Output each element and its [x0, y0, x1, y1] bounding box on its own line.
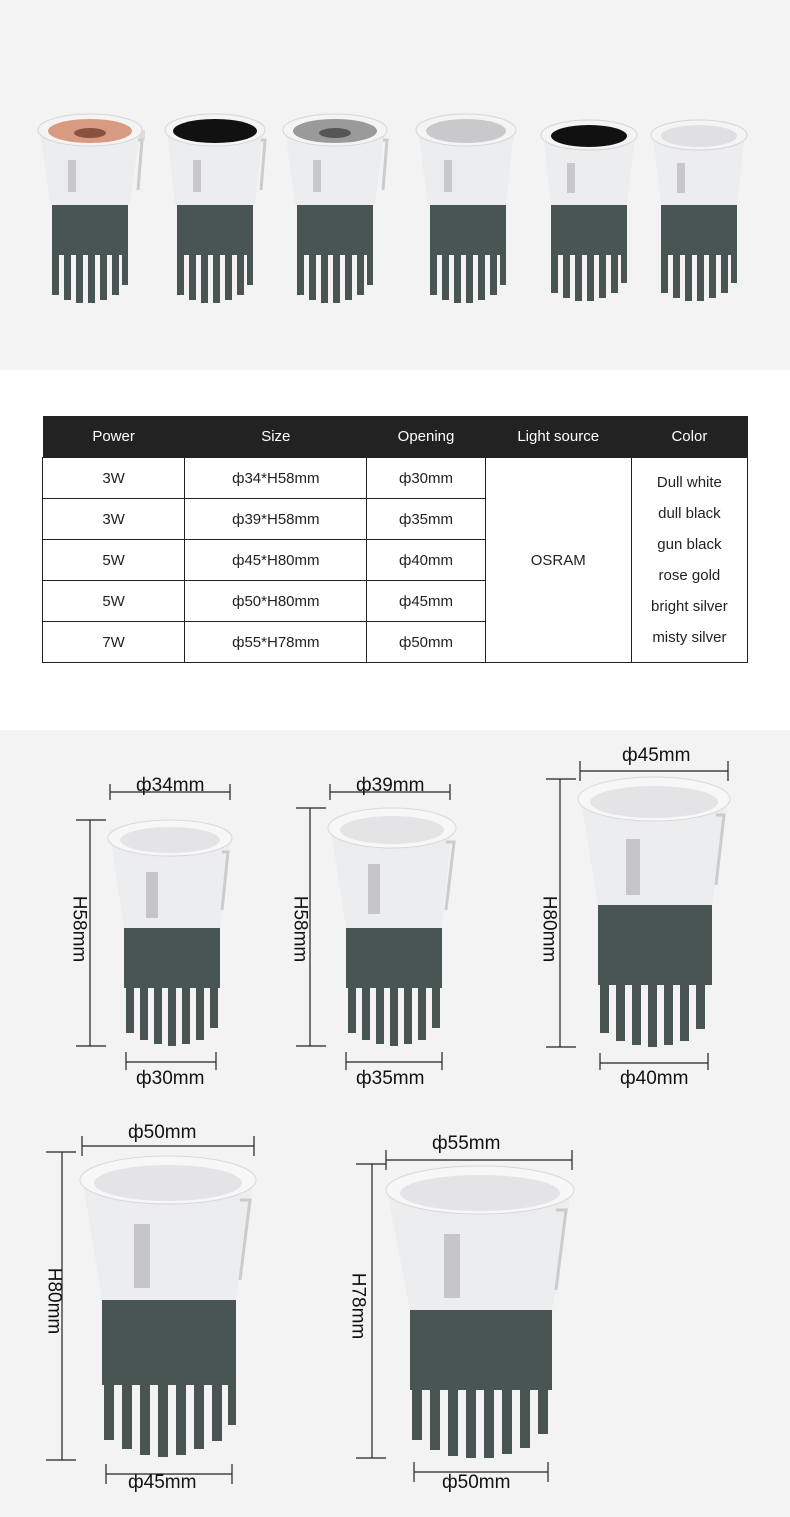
dim-top-1: ф34mm — [136, 775, 205, 796]
dimension-lamp-2 — [290, 780, 470, 1070]
cell-light-source: OSRAM — [485, 458, 631, 663]
color-item: misty silver — [652, 629, 727, 646]
dimension-lamp-3 — [540, 755, 740, 1070]
dim-top-2: ф39mm — [356, 775, 425, 796]
header-size: Size — [185, 416, 367, 458]
cell-power: 3W — [43, 499, 185, 540]
header-power: Power — [43, 416, 185, 458]
dimension-lamp-4 — [40, 1130, 270, 1485]
dim-height-4: H80mm — [43, 1267, 65, 1335]
header-light-source: Light source — [485, 416, 631, 458]
color-item: gun black — [657, 536, 722, 553]
cell-opening: ф45mm — [367, 581, 485, 622]
cell-opening: ф40mm — [367, 540, 485, 581]
header-opening: Opening — [367, 416, 485, 458]
dimension-lamp-1 — [70, 780, 250, 1070]
cell-size: ф50*H80mm — [185, 581, 367, 622]
dim-top-5: ф55mm — [432, 1133, 501, 1154]
header-color: Color — [631, 416, 747, 458]
dim-bottom-2: ф35mm — [356, 1068, 425, 1089]
lamp-black — [535, 115, 645, 305]
dim-height-1: H58mm — [68, 895, 90, 963]
cell-size: ф39*H58mm — [185, 499, 367, 540]
lamp-bright-silver — [410, 110, 525, 305]
color-item: bright silver — [651, 598, 728, 615]
color-item: rose gold — [658, 567, 721, 584]
cell-power: 7W — [43, 622, 185, 663]
spec-table — [42, 416, 748, 663]
cell-size: ф45*H80mm — [185, 540, 367, 581]
cell-size: ф55*H78mm — [185, 622, 367, 663]
dim-top-4: ф50mm — [128, 1122, 197, 1143]
lamp-rose-gold — [30, 110, 150, 305]
cell-size: ф34*H58mm — [185, 458, 367, 499]
dim-bottom-1: ф30mm — [136, 1068, 205, 1089]
cell-power: 5W — [43, 540, 185, 581]
table-header-row — [43, 416, 748, 458]
dim-bottom-3: ф40mm — [620, 1068, 689, 1089]
dim-height-5: H78mm — [347, 1272, 369, 1340]
dim-bottom-4: ф45mm — [128, 1472, 197, 1493]
color-item: dull black — [658, 505, 721, 522]
cell-colors — [631, 458, 747, 663]
cell-opening: ф30mm — [367, 458, 485, 499]
cell-power: 3W — [43, 458, 185, 499]
cell-opening: ф35mm — [367, 499, 485, 540]
dim-top-3: ф45mm — [622, 745, 691, 766]
lamp-gun-black — [275, 110, 395, 305]
lamp-dull-black — [155, 110, 275, 305]
dimension-lamp-5 — [350, 1140, 590, 1485]
color-item: Dull white — [656, 474, 722, 491]
table-row — [43, 458, 748, 499]
cell-power: 5W — [43, 581, 185, 622]
dim-height-2: H58mm — [289, 895, 311, 963]
cell-opening: ф50mm — [367, 622, 485, 663]
dim-bottom-5: ф50mm — [442, 1472, 511, 1493]
dim-height-3: H80mm — [538, 895, 560, 963]
lamp-misty-silver — [645, 115, 755, 305]
